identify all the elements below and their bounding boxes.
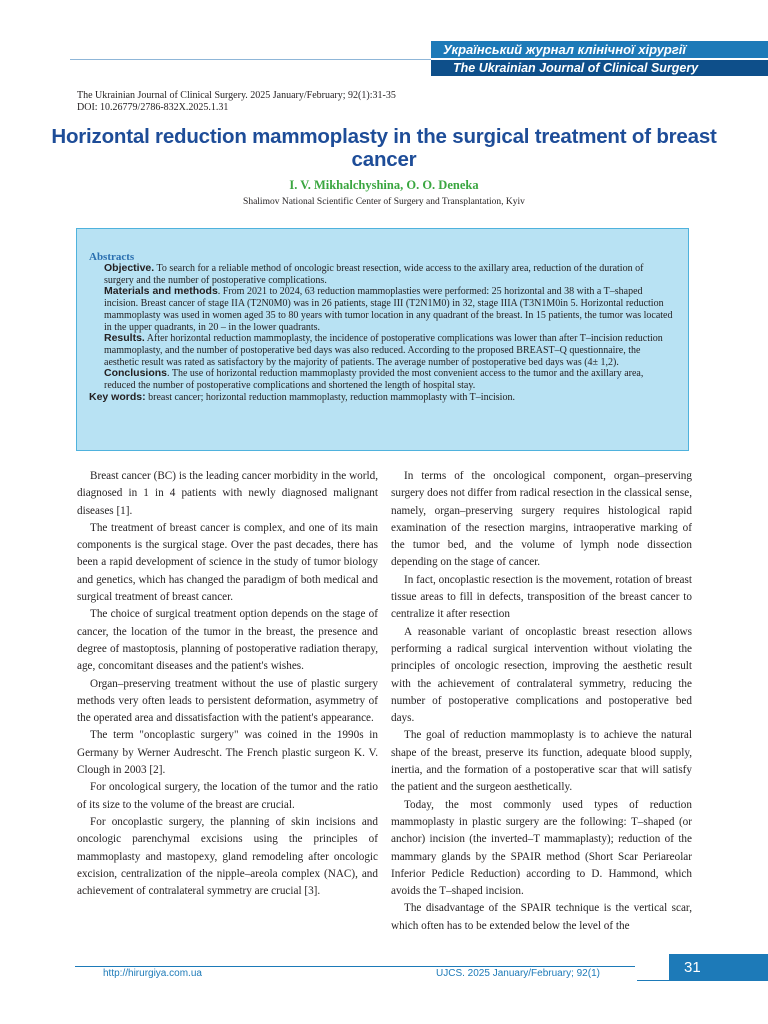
body-paragraph: In fact, oncoplastic resection is the movement, rotation of breast tissue areas to fill in defects, transposition of the breast cancer to centralize it after resection bbox=[391, 573, 692, 621]
doi-line: DOI: 10.26779/2786-832X.2025.1.31 bbox=[77, 102, 229, 113]
methods-label: Materials and methods bbox=[104, 285, 218, 298]
abstract-methods bbox=[89, 286, 674, 333]
footer-url-link[interactable]: http://hirurgiya.com.ua bbox=[103, 968, 202, 979]
right-column bbox=[391, 468, 692, 935]
objective-text: To search for a reliable method of oncologic breast resection, wide access to the axillary area, reduction of the duration of surgery and the number of postoperative complications. bbox=[104, 263, 644, 286]
abstract-heading: Abstracts bbox=[89, 251, 135, 263]
body-paragraph: The goal of reduction mammoplasty is to achieve the natural shape of the breast, preserve its function, adequate blood supply, inertia, and the formation of a postoperative scar that will satisfy the patient and the surgeon aesthetically. bbox=[391, 729, 692, 794]
keywords-text: breast cancer; horizontal reduction mammoplasty, reduction mammoplasty with T–incision. bbox=[145, 391, 515, 403]
conclusions-text: . The use of horizontal reduction mammoplasty provided the most convenient access to the tumor and the axillary area, reduced the number of postoperative complications and shortened the length of hospital stay. bbox=[104, 368, 644, 392]
abstract-objective bbox=[89, 263, 674, 286]
citation-block bbox=[77, 90, 396, 114]
body-paragraph: In terms of the oncological component, organ–preserving surgery does not differ from radical resection in the classical sense, namely, organ–preserving surgery requires histological rapid examination of the resection margins, intraoperative marking of the tumor bed, and the volume of lymph node dissection depending on the stage of cancer. bbox=[391, 470, 692, 569]
body-paragraph: Organ–preserving treatment without the use of plastic surgery methods very often leads to persistent deformation, asymmetry of the operated area and dissatisfaction with the patient's appearance. bbox=[77, 677, 378, 725]
abstract-conclusions bbox=[89, 368, 674, 391]
results-label: Results. bbox=[104, 332, 145, 345]
article-authors: I. V. Mikhalchyshina, O. O. Deneka bbox=[289, 178, 479, 192]
body-paragraph: Breast cancer (BC) is the leading cancer morbidity in the world, diagnosed in 1 in 4 patients with newly diagnosed malignant diseases [1]. bbox=[77, 470, 378, 517]
article-title: Horizontal reduction mammoplasty in the surgical treatment of breast cancer bbox=[51, 125, 717, 171]
header-divider bbox=[70, 59, 431, 60]
article-affiliation: Shalimov National Scientific Center of Surgery and Transplantation, Kyiv bbox=[243, 197, 525, 207]
body-paragraph: For oncological surgery, the location of the tumor and the ratio of its size to the volume of the breast are crucial. bbox=[77, 781, 378, 811]
body-paragraph: A reasonable variant of oncoplastic breast resection allows performing a radical surgical intervention without violating the principles of oncologic resection, improving the aesthetic result with the achievement of contralateral symmetry, reducing the number of postoperative complications and postoperative bed days. bbox=[391, 625, 692, 725]
body-columns bbox=[77, 468, 692, 935]
body-paragraph: The disadvantage of the SPAIR technique is the vertical scar, which often has to be extended below the level of the bbox=[391, 902, 692, 932]
body-paragraph: The treatment of breast cancer is complex, and one of its main components is the surgical stage. Over the past decades, there has been a rapid development of science in the study of tumor biology and genetics, which has changed the paradigm of both medical and surgical treatment of breast cancer. bbox=[77, 521, 378, 604]
journal-banner bbox=[431, 41, 768, 77]
journal-name-ukrainian: Український журнал клінічної хірургії bbox=[431, 41, 768, 58]
body-paragraph: The choice of surgical treatment option depends on the stage of cancer, the location of the tumor in the breast, the presence and degree of mastoptosis, planning of postoperative radiation therapy, age, concomitant diseases and the patient's wishes. bbox=[77, 608, 378, 673]
abstract-results bbox=[89, 333, 674, 368]
abstract-keywords bbox=[89, 392, 674, 404]
keywords-label: Key words: bbox=[89, 390, 146, 403]
journal-name-english: The Ukrainian Journal of Clinical Surgery bbox=[431, 60, 768, 76]
citation-line: The Ukrainian Journal of Clinical Surgery. 2025 January/February; 92(1):31-35 bbox=[77, 90, 396, 101]
body-paragraph: Today, the most commonly used types of reduction mammoplasty in plastic surgery are the following: T–shaped (or anchor) incision (the inverted–T mammaplasty); reduction of the mammary glands by the SPAIR method (Short Scar Periareolar Inferior Pedicle Reduction) according to D. Hammond, which avoids the T–shaped incision. bbox=[391, 798, 692, 898]
methods-text: . From 2021 to 2024, 63 reduction mammoplasties were performed: 25 horizontal and 38 with a T–shaped incision. Breast cancer of stage IIA (T2N0M0) was in 26 patients, stage III (T2N1M0) in 32, stage IIIA (T3N1M0in 5. Horizontal reduction mammoplasty was used in women aged 35 to 80 years with tumor location in any quadrant of the breast. In 15 patients, the tumor was located in the upper quadrants, in 20 – in the lower quadrants. bbox=[104, 286, 673, 333]
page-number: 31 bbox=[669, 954, 768, 981]
abstract-box bbox=[76, 228, 689, 451]
conclusions-label: Conclusions bbox=[104, 367, 168, 380]
footer-citation: UJCS. 2025 January/February; 92(1) bbox=[436, 968, 600, 979]
body-paragraph: For oncoplastic surgery, the planning of skin incisions and oncologic parenchymal excisions using the principles of mammoplasty and mastopexy, gland remodeling after oncologic excision, centralization of the nipple–areola complex (NAC), and achievement of contralateral symmetry are crucial [3]. bbox=[77, 815, 378, 898]
left-column bbox=[77, 468, 378, 935]
results-text: After horizontal reduction mammoplasty, the incidence of postoperative complications was lower than after T–incision reduction mammoplasty, and the number of postoperative bed days was also reduced. According to the proposed BREAST–Q questionnaire, the aesthetic result was rated as satisfactory by the majority of patients. The average number of postoperative bed days was (4± 1,2). bbox=[104, 333, 663, 368]
objective-label: Objective. bbox=[104, 262, 155, 274]
body-paragraph: The term "oncoplastic surgery" was coined in the 1990s in Germany by Werner Audrescht. The French plastic surgeon K. V. Clough in 2003 [2]. bbox=[77, 729, 378, 777]
